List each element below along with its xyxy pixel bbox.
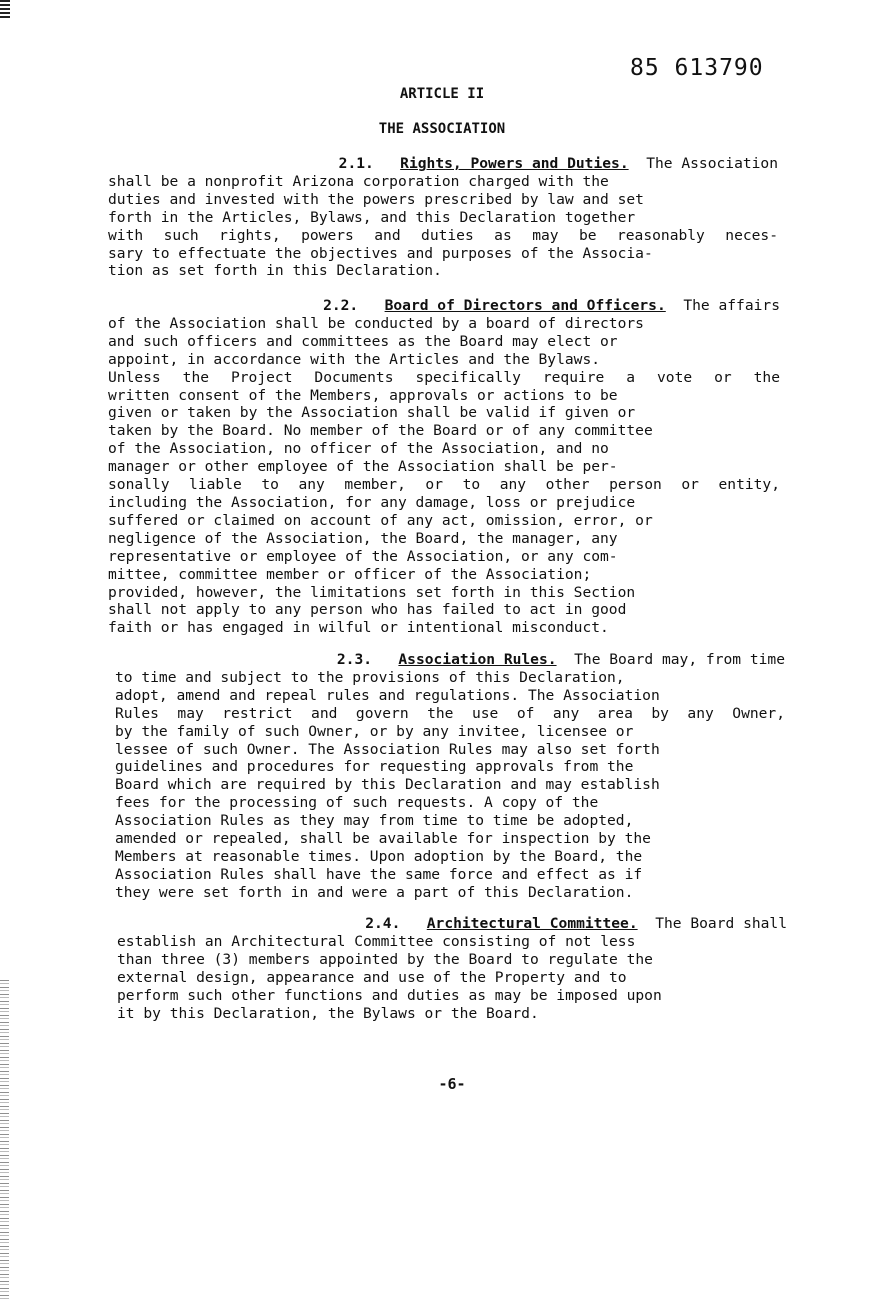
paragraph-line [108, 333, 780, 351]
paragraph-text: provided, however, the limitations set forth in this Section [108, 583, 636, 601]
paragraph-text: of the Association, no officer of the Association, and no [108, 440, 609, 458]
section-association-rules [115, 651, 785, 902]
section-heading-line [108, 297, 780, 315]
paragraph-text: to time and subject to the provisions of this Declaration, [115, 668, 625, 686]
paragraph-line [115, 758, 785, 776]
paragraph-text: establish an Architectural Committee consisting of not less [117, 932, 636, 950]
paragraph-line [115, 723, 785, 741]
paragraph-text: by the family of such Owner, or by any invitee, licensee or [115, 722, 634, 740]
paragraph-text: including the Association, for any damage, loss or prejudice [108, 493, 636, 511]
paragraph-line [115, 812, 785, 830]
paragraph-text: forth in the Articles, Bylaws, and this Declaration together [108, 208, 636, 226]
paragraph-line [108, 512, 780, 530]
paragraph-line [108, 245, 778, 263]
paragraph-text: negligence of the Association, the Board, the manager, any [108, 529, 618, 547]
paragraph-text: The affairs [683, 297, 780, 314]
section-title: Architectural Committee. [426, 915, 638, 932]
paragraph-text: lessee of such Owner. The Association Rules may also set forth [115, 740, 660, 758]
paragraph-line [117, 933, 787, 951]
paragraph-line [108, 369, 780, 387]
paragraph-line [108, 315, 780, 333]
section-number: 2.3. [336, 651, 373, 668]
paragraph-text: sonally liable to any member, or to any other person or entity, [108, 476, 780, 494]
paragraph-line [108, 440, 780, 458]
paragraph-line [108, 404, 780, 422]
paragraph-text: perform such other functions and duties as may be imposed upon [117, 986, 662, 1004]
paragraph-text: faith or has engaged in wilful or intentional misconduct. [108, 619, 609, 637]
paragraph-text: shall not apply to any person who has failed to act in good [108, 601, 627, 619]
paragraph-text: Unless the Project Documents specifically require a vote or the [108, 368, 780, 386]
paragraph-line [115, 866, 785, 884]
paragraph-text: duties and invested with the powers prescribed by law and set [108, 190, 644, 208]
section-number: 2.2. [323, 297, 359, 314]
section-number: 2.4. [365, 915, 401, 932]
section-title: Rights, Powers and Duties. [400, 155, 629, 172]
paragraph-line [115, 687, 785, 705]
paragraph-line [108, 387, 780, 405]
paragraph-line [115, 705, 785, 723]
paragraph-line [108, 548, 780, 566]
article-title: ARTICLE II [399, 86, 485, 102]
paragraph-text: mittee, committee member or officer of the Association; [108, 565, 592, 583]
section-title: Association Rules. [398, 651, 557, 668]
paragraph-text: sary to effectuate the objectives and purposes of the Associa- [108, 244, 653, 262]
paragraph-line [108, 566, 780, 584]
paragraph-line [108, 530, 780, 548]
section-title: Board of Directors and Officers. [384, 297, 666, 314]
scan-edge-strip [0, 980, 9, 1300]
paragraph-text: The Board shall [655, 915, 787, 932]
paragraph-line [108, 227, 778, 245]
paragraph-line [115, 848, 785, 866]
paragraph-line [108, 351, 780, 369]
paragraph-line [108, 601, 780, 619]
paragraph-text: they were set forth in and were a part of this Declaration. [115, 883, 634, 901]
paragraph-line [108, 209, 778, 227]
recording-number: 85 613790 [630, 55, 764, 81]
paragraph-text: Board which are required by this Declaration and may establish [115, 776, 660, 794]
paragraph-line [115, 830, 785, 848]
paragraph-text: fees for the processing of such requests. A copy of the [115, 794, 599, 812]
paragraph-text: than three (3) members appointed by the Board to regulate the [117, 950, 653, 968]
section-board-directors-officers [108, 297, 780, 637]
paragraph-line [108, 494, 780, 512]
paragraph-text: given or taken by the Association shall be valid if given or [108, 404, 636, 422]
section-heading-line [108, 155, 778, 173]
paragraph-text: Association Rules as they may from time to time be adopted, [115, 812, 634, 830]
page-number: -6- [438, 1075, 466, 1093]
paragraph-line [108, 191, 778, 209]
section-number: 2.1. [338, 155, 374, 172]
paragraph-text: adopt, amend and repeal rules and regulations. The Association [115, 686, 660, 704]
paragraph-line [115, 884, 785, 902]
paragraph-text: The Association [646, 155, 778, 172]
paragraph-text: representative or employee of the Association, or any com- [108, 547, 618, 565]
paragraph-line [117, 951, 787, 969]
paragraph-text: Members at reasonable times. Upon adoption by the Board, the [115, 847, 643, 865]
paragraph-text: The Board may, from time [574, 651, 785, 668]
section-heading-line [117, 915, 787, 933]
paragraph-text: of the Association shall be conducted by a board of directors [108, 314, 644, 332]
paragraph-line [117, 987, 787, 1005]
paragraph-line [117, 969, 787, 987]
article-subtitle: THE ASSOCIATION [378, 121, 506, 137]
paragraph-line [108, 476, 780, 494]
section-heading-line [115, 651, 785, 669]
paragraph-text: and such officers and committees as the Board may elect or [108, 332, 618, 350]
paragraph-line [108, 458, 780, 476]
paragraph-line [108, 619, 780, 637]
paragraph-text: amended or repealed, shall be available for inspection by the [115, 830, 651, 848]
paragraph-text: taken by the Board. No member of the Board or of any committee [108, 422, 653, 440]
section-architectural-committee [117, 915, 787, 1022]
paragraph-text: tion as set forth in this Declaration. [108, 262, 442, 280]
paragraph-line [108, 262, 778, 280]
paragraph-line [115, 776, 785, 794]
paragraph-text: external design, appearance and use of the Property and to [117, 968, 627, 986]
paragraph-text: Rules may restrict and govern the use of any area by any Owner, [115, 704, 785, 722]
scan-edge-mark [0, 0, 10, 18]
paragraph-line [117, 1005, 787, 1023]
paragraph-line [115, 794, 785, 812]
paragraph-text: suffered or claimed on account of any act, omission, error, or [108, 511, 653, 529]
paragraph-text: shall be a nonprofit Arizona corporation charged with the [108, 172, 609, 190]
paragraph-text: Association Rules shall have the same force and effect as if [115, 865, 643, 883]
paragraph-text: manager or other employee of the Association shall be per- [108, 458, 618, 476]
paragraph-line [108, 422, 780, 440]
paragraph-text: guidelines and procedures for requesting approvals from the [115, 758, 634, 776]
paragraph-text: written consent of the Members, approvals or actions to be [108, 386, 618, 404]
paragraph-text: with such rights, powers and duties as may be reasonably neces- [108, 226, 778, 244]
paragraph-line [108, 173, 778, 191]
paragraph-line [108, 584, 780, 602]
paragraph-text: appoint, in accordance with the Articles and the Bylaws. [108, 350, 601, 368]
paragraph-text: it by this Declaration, the Bylaws or the Board. [117, 1004, 539, 1022]
section-rights-powers-duties [108, 155, 778, 280]
paragraph-line [115, 741, 785, 759]
paragraph-line [115, 669, 785, 687]
